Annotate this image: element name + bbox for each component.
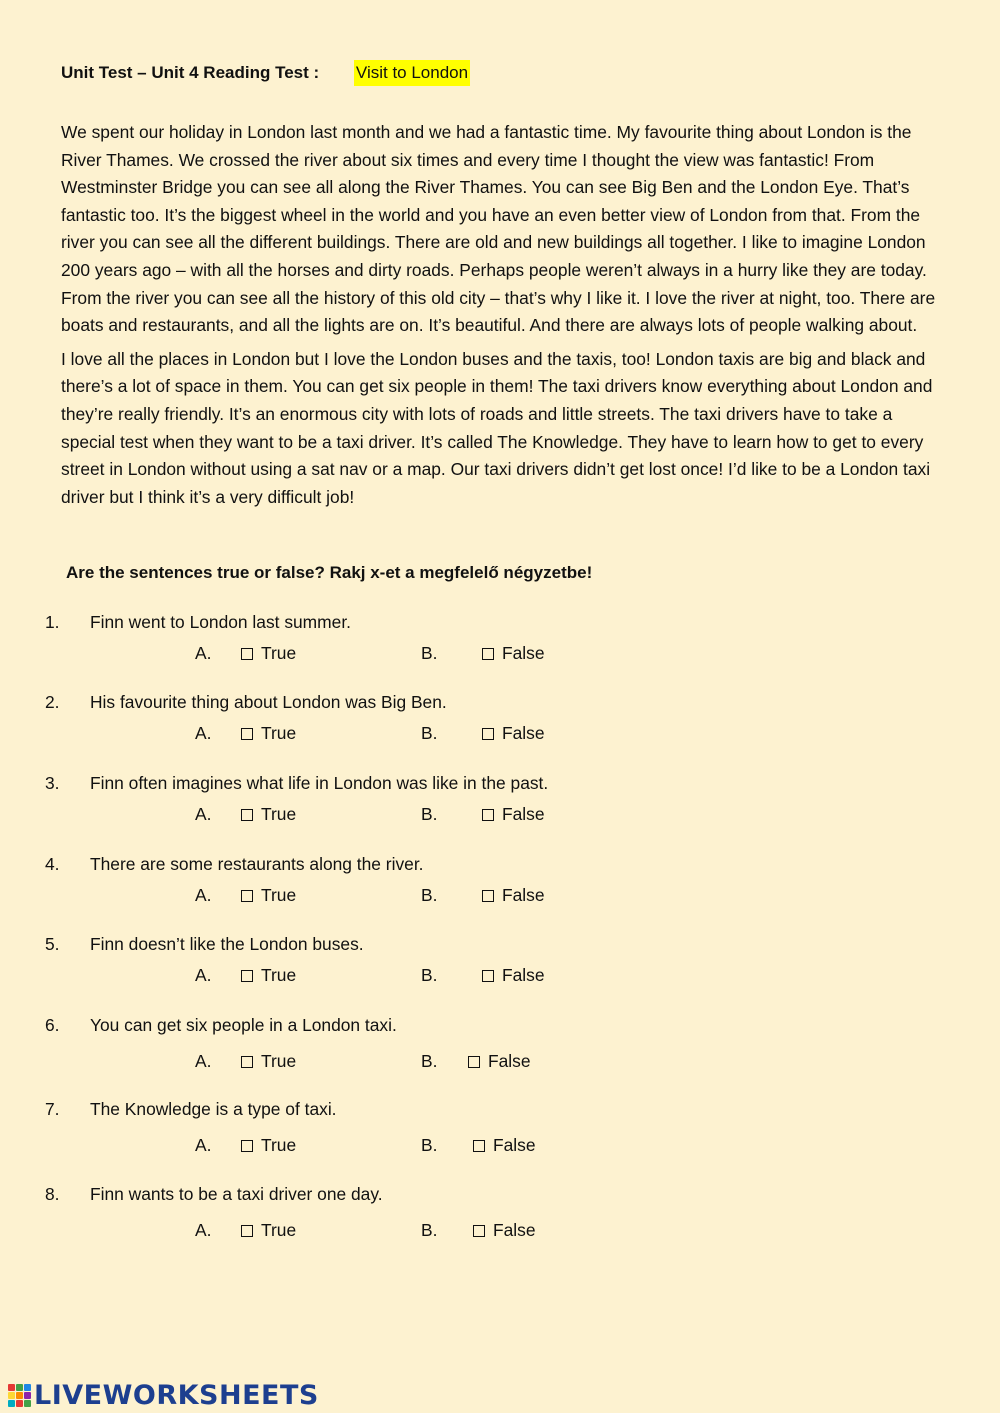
question-text: Finn went to London last summer. (90, 612, 351, 632)
question-number: 1. (45, 612, 60, 632)
question-text: Finn often imagines what life in London was like in the past. (90, 773, 549, 793)
option-true[interactable] (241, 802, 296, 826)
option-label: False (502, 885, 545, 905)
checkbox-icon[interactable] (482, 809, 494, 821)
option-true[interactable] (241, 641, 296, 665)
worksheet-title (61, 60, 470, 86)
option-a-letter: A. (195, 804, 212, 824)
option-label: False (502, 643, 545, 663)
option-true[interactable] (241, 1133, 296, 1157)
question-text: Finn wants to be a taxi driver one day. (90, 1184, 383, 1204)
passage-paragraph: We spent our holiday in London last month and we had a fantastic time. My favourite thing about London is the River Thames. We crossed the river about six times and every time I thought the view was fantastic! From Westminster Bridge you can see all along the River Thames. You can see Big Ben and the London Eye. That’s fantastic too. It’s the biggest wheel in the world and you have an even better view of London from that. From the river you can see all the different buildings. There are old and new buildings all together. I like to imagine London 200 years ago – with all the horses and dirty roads. Perhaps people weren’t always in a hurry like they are today. From the river you can see all the history of this old city – that’s why I like it. I love the river at night, too. There are boats and restaurants, and all the lights are on. It’s beautiful. And there are always lots of people walking about. (61, 122, 936, 336)
question-8 (0, 1182, 1000, 1252)
checkbox-icon[interactable] (482, 648, 494, 660)
question-text: His favourite thing about London was Big Ben. (90, 692, 447, 712)
checkbox-icon[interactable] (241, 890, 253, 902)
option-false[interactable] (482, 802, 545, 826)
checkbox-icon[interactable] (473, 1225, 485, 1237)
option-true[interactable] (241, 883, 296, 907)
checkbox-icon[interactable] (482, 728, 494, 740)
question-number: 8. (45, 1184, 60, 1204)
option-label: True (261, 885, 297, 905)
checkbox-icon[interactable] (241, 728, 253, 740)
question-1 (0, 610, 1000, 680)
option-label: True (261, 965, 297, 985)
question-number: 4. (45, 854, 60, 874)
question-7 (0, 1097, 1000, 1167)
option-label: True (261, 1135, 297, 1155)
option-label: True (261, 643, 297, 663)
liveworksheets-logo[interactable] (8, 1380, 319, 1410)
checkbox-icon[interactable] (468, 1056, 480, 1068)
option-label: False (502, 723, 545, 743)
checkbox-icon[interactable] (482, 970, 494, 982)
question-number: 3. (45, 773, 60, 793)
option-a-letter: A. (195, 723, 212, 743)
question-number: 7. (45, 1099, 60, 1119)
instructions: Are the sentences true or false? Rakj x-et a megfelelő négyzetbe! (66, 563, 593, 582)
option-label: False (502, 965, 545, 985)
option-b-letter: B. (421, 643, 438, 663)
option-false[interactable] (482, 641, 545, 665)
option-true[interactable] (241, 721, 296, 745)
option-true[interactable] (241, 1218, 296, 1242)
question-number: 2. (45, 692, 60, 712)
option-label: True (261, 723, 297, 743)
option-a-letter: A. (195, 1220, 212, 1240)
question-text: You can get six people in a London taxi. (90, 1015, 397, 1035)
option-false[interactable] (482, 883, 545, 907)
option-label: False (493, 1220, 536, 1240)
checkbox-icon[interactable] (241, 970, 253, 982)
checkbox-icon[interactable] (241, 809, 253, 821)
option-b-letter: B. (421, 1051, 438, 1071)
option-b-letter: B. (421, 804, 438, 824)
reading-passage (61, 119, 951, 517)
option-true[interactable] (241, 1049, 296, 1073)
checkbox-icon[interactable] (241, 1056, 253, 1068)
title-prefix: Unit Test – Unit 4 Reading Test : (61, 63, 320, 82)
question-3 (0, 771, 1000, 841)
checkbox-icon[interactable] (473, 1140, 485, 1152)
option-false[interactable] (473, 1218, 536, 1242)
option-b-letter: B. (421, 1135, 438, 1155)
option-b-letter: B. (421, 723, 438, 743)
question-number: 6. (45, 1015, 60, 1035)
option-a-letter: A. (195, 885, 212, 905)
question-6 (0, 1013, 1000, 1083)
question-text: The Knowledge is a type of taxi. (90, 1099, 337, 1119)
option-false[interactable] (473, 1133, 536, 1157)
option-label: True (261, 1051, 297, 1071)
option-false[interactable] (482, 963, 545, 987)
option-b-letter: B. (421, 1220, 438, 1240)
option-a-letter: A. (195, 1135, 212, 1155)
logo-text: LIVEWORKSHEETS (34, 1379, 319, 1411)
question-2 (0, 690, 1000, 760)
option-b-letter: B. (421, 965, 438, 985)
option-false[interactable] (482, 721, 545, 745)
question-text: There are some restaurants along the river. (90, 854, 424, 874)
option-false[interactable] (468, 1049, 531, 1073)
option-b-letter: B. (421, 885, 438, 905)
checkbox-icon[interactable] (241, 648, 253, 660)
question-text: Finn doesn’t like the London buses. (90, 934, 364, 954)
passage-paragraph: I love all the places in London but I love the London buses and the taxis, too! London taxis are big and black and there’s a lot of space in them. You can get six people in them! The taxi drivers know everything about London and they’re really friendly. It’s an enormous city with lots of roads and little streets. The taxi drivers have to take a special test when they want to be a taxi driver. It’s called The Knowledge. They have to learn how to get to every street in London without using a sat nav or a map. Our taxi drivers didn’t get lost once! I’d like to be a London taxi driver but I think it’s a very difficult job! (61, 348, 933, 507)
option-label: True (261, 1220, 297, 1240)
checkbox-icon[interactable] (241, 1140, 253, 1152)
question-5 (0, 932, 1000, 1002)
title-highlight: Visit to London (354, 60, 470, 86)
option-a-letter: A. (195, 643, 212, 663)
question-number: 5. (45, 934, 60, 954)
option-label: False (493, 1135, 536, 1155)
option-a-letter: A. (195, 1051, 212, 1071)
checkbox-icon[interactable] (482, 890, 494, 902)
option-label: True (261, 804, 297, 824)
option-label: False (488, 1051, 531, 1071)
question-4 (0, 852, 1000, 922)
checkbox-icon[interactable] (241, 1225, 253, 1237)
option-a-letter: A. (195, 965, 212, 985)
option-true[interactable] (241, 963, 296, 987)
option-label: False (502, 804, 545, 824)
liveworksheets-blocks-icon (8, 1384, 31, 1407)
